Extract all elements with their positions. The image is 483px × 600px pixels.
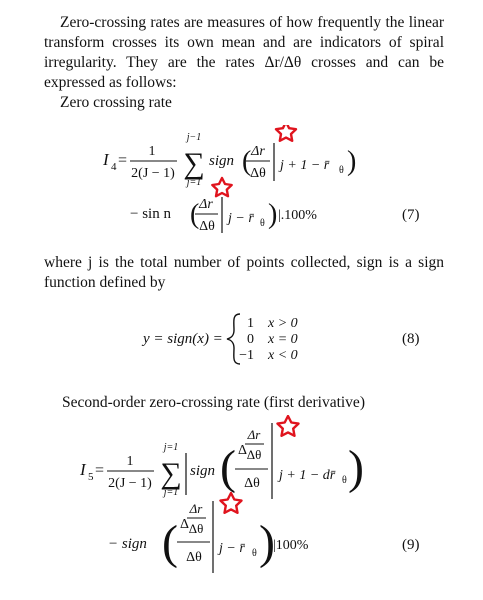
eq8-case-value: 1 [247, 316, 254, 331]
eq7-paren2-close: ) [268, 199, 278, 230]
eq9-term2-sub: θ [252, 548, 257, 559]
eq7-frac-num: 1 [148, 144, 156, 159]
star-annotation [276, 125, 296, 141]
eq7-minus-sin: − sin n [130, 206, 171, 222]
eq7-lhs-sub: 4 [111, 161, 117, 173]
eq9-frac-num: 1 [126, 454, 134, 469]
eq8-case-condition: x = 0 [268, 332, 298, 347]
eq9-minus-sign: − sign [108, 536, 147, 552]
eq9-number: (9) [402, 537, 420, 553]
eq7-sign: sign [209, 153, 235, 169]
eq9-dtheta-inner: Δθ [246, 447, 262, 462]
eq7-term2: j − r̄ [228, 211, 254, 226]
eq9-paren-close: ) [348, 441, 364, 494]
eq7-frac-den: 2(J − 1) [131, 166, 175, 181]
eq8-lhs: y = sign(x) = [143, 331, 223, 347]
eq7-lhs: I [103, 150, 109, 169]
eq9-dr-2: Δr [189, 501, 203, 516]
eq7-sum-upper: j−1 [186, 132, 202, 143]
eq9-lhs-sub: 5 [88, 471, 94, 483]
eq8-case-value: 0 [247, 332, 254, 347]
eq8-case-condition: x < 0 [268, 348, 298, 363]
eq7-dtheta-2: Δθ [199, 219, 215, 234]
second-order-heading: Second-order zero-crossing rate (first derivative) [62, 394, 365, 411]
eq9-paren-open: ( [220, 441, 236, 494]
eq9-dtheta-inner-2: Δθ [188, 521, 204, 536]
star-annotation [212, 178, 231, 196]
eq9-term1: j + 1 − dr̄ [279, 468, 336, 483]
eq9-equals: = [95, 462, 105, 479]
equation-9 [0, 415, 483, 595]
equation-8 [0, 308, 483, 368]
eq9-lhs: I [80, 460, 86, 479]
eq7-sum-lower: j=1 [186, 177, 202, 188]
eq8-case-value: −1 [239, 348, 254, 363]
eq7-equals: = [118, 152, 128, 169]
eq9-dtheta: Δθ [244, 476, 260, 491]
eq9-term1-sub: θ [342, 475, 347, 486]
eq7-term2-sub: θ [260, 218, 265, 229]
eq7-term1: j + 1 − r̄ [280, 158, 330, 173]
eq7-number: (7) [402, 207, 420, 223]
star-annotation [221, 493, 242, 513]
eq8-number: (8) [402, 331, 420, 347]
eq9-sum-symbol: ∑ [160, 457, 182, 490]
eq9-term2: j − r̄ [219, 541, 245, 556]
eq9-frac-den: 2(J − 1) [108, 476, 152, 491]
eq7-dr-2: Δr [199, 197, 213, 212]
eq7-paren2-open: ( [190, 199, 200, 230]
eq7-term1-sub: θ [339, 165, 344, 176]
eq9-sum-upper: j=1 [163, 442, 179, 453]
zero-crossing-heading: Zero crossing rate [60, 94, 172, 111]
eq9-paren2-close: ) [259, 516, 275, 569]
sign-definition-paragraph: where j is the total number of points collected, sign is a sign function defined by [44, 254, 444, 291]
eq9-dtheta-2: Δθ [186, 550, 202, 565]
eq8-case-condition: x > 0 [268, 316, 298, 331]
eq9-paren2-open: ( [162, 516, 178, 569]
intro-paragraph: Zero-crossing rates are measures of how frequently the linear transform crosses its own mean and are indicators of spiral irregularity. They are the rates Δr/Δθ crosses and can be expressed as follows: [44, 14, 444, 91]
eq9-delta-2: Δ [180, 517, 190, 532]
eq9-sign: sign [190, 463, 216, 479]
eq8-brace [227, 314, 240, 364]
eq9-sum-lower: j=1 [163, 487, 179, 498]
eq9-delta: Δ [238, 443, 248, 458]
star-annotation [278, 416, 299, 436]
eq7-sum-symbol: ∑ [183, 147, 205, 180]
eq9-dr: Δr [247, 427, 261, 442]
eq7-dtheta: Δθ [250, 166, 266, 181]
eq7-paren-close: ) [347, 146, 357, 177]
eq7-tail: |.100% [278, 208, 317, 223]
equation-7 [0, 125, 483, 235]
eq7-dr: Δr [251, 144, 265, 159]
eq9-tail: |100% [273, 538, 309, 553]
eq7-paren-open: ( [242, 146, 252, 177]
